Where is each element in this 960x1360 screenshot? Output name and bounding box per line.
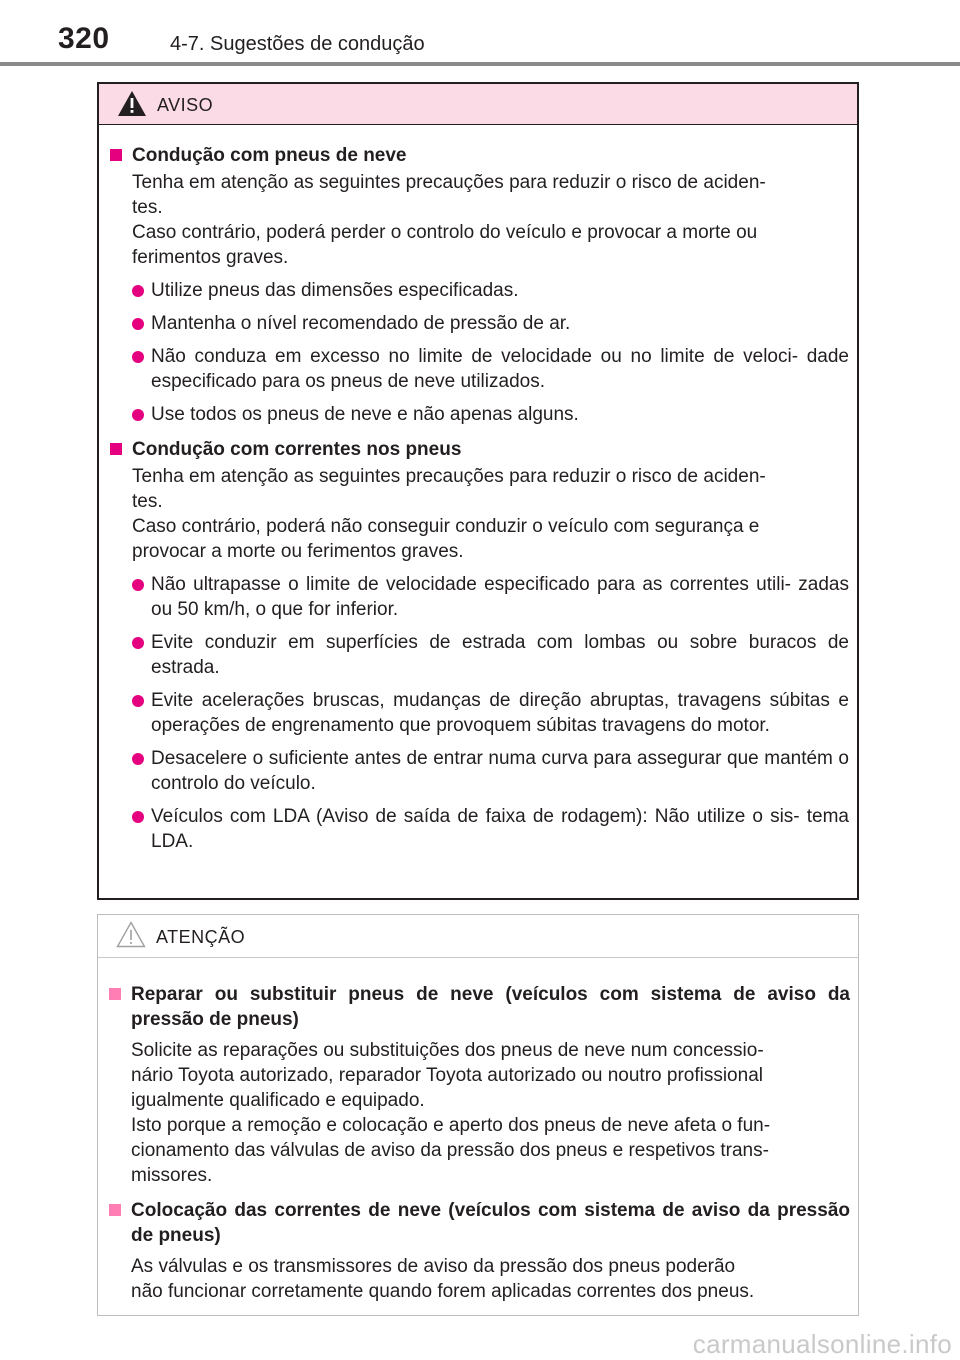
section-title: 4-7. Sugestões de condução xyxy=(170,33,425,55)
warning-triangle-icon xyxy=(117,90,147,117)
bullet-item xyxy=(106,402,849,427)
atencao-header xyxy=(98,915,858,958)
body-paragraph xyxy=(105,1038,850,1188)
intro-line: tes. xyxy=(132,197,163,218)
section-heading xyxy=(105,982,850,1032)
square-bullet-icon xyxy=(110,443,122,455)
body-line: Isto porque a remoção e colocação e aperto dos pneus de neve afeta o fun- xyxy=(131,1115,771,1136)
round-bullet-icon xyxy=(132,637,144,649)
bullet-text: Use todos os pneus de neve e não apenas alguns. xyxy=(151,404,579,425)
square-bullet-icon xyxy=(110,149,122,161)
body-line: Solicite as reparações ou substituições dos pneus de neve num concessio- xyxy=(131,1040,764,1061)
header-rule xyxy=(0,62,960,66)
section-heading-text: Condução com correntes nos pneus xyxy=(132,439,462,460)
bullet-text: Desacelere o suficiente antes de entrar numa curva para assegurar que mantém o controlo do veículo. xyxy=(151,748,849,794)
body-line: cionamento das válvulas de aviso da pressão dos pneus e respetivos trans- xyxy=(131,1140,769,1161)
round-bullet-icon xyxy=(132,351,144,363)
intro-line: Tenha em atenção as seguintes precauções para reduzir o risco de aciden- xyxy=(132,466,766,487)
round-bullet-icon xyxy=(132,695,144,707)
bullet-item xyxy=(106,688,849,738)
intro-line: provocar a morte ou ferimentos graves. xyxy=(132,541,464,562)
bullet-item xyxy=(106,630,849,680)
bullet-item xyxy=(106,572,849,622)
section-heading-text: Condução com pneus de neve xyxy=(132,145,407,166)
body-line: igualmente qualificado e equipado. xyxy=(131,1090,425,1111)
section-heading xyxy=(106,143,849,168)
round-bullet-icon xyxy=(132,753,144,765)
caution-triangle-icon xyxy=(116,921,146,948)
section-heading-text: Reparar ou substituir pneus de neve (veículos com sistema de aviso da pressão de pneus) xyxy=(131,984,850,1030)
intro-line: Tenha em atenção as seguintes precauções para reduzir o risco de aciden- xyxy=(132,172,766,193)
bullet-item xyxy=(106,746,849,796)
bullet-text: Utilize pneus das dimensões especificadas. xyxy=(151,280,519,301)
bullet-text: Não conduza em excesso no limite de velocidade ou no limite de veloci- dade especificado para os pneus de neve utilizados. xyxy=(151,346,849,392)
aviso-label: AVISO xyxy=(157,95,214,115)
page-header xyxy=(0,0,960,66)
round-bullet-icon xyxy=(132,285,144,297)
square-bullet-icon xyxy=(109,988,121,1000)
body-line: As válvulas e os transmissores de aviso da pressão dos pneus poderão xyxy=(131,1256,736,1277)
bullet-text: Mantenha o nível recomendado de pressão de ar. xyxy=(151,313,571,334)
round-bullet-icon xyxy=(132,811,144,823)
aviso-header xyxy=(99,84,857,125)
body-paragraph xyxy=(105,1254,850,1304)
aviso-box xyxy=(97,82,859,900)
watermark: carmanualsonline.info xyxy=(692,1329,952,1359)
bullet-text: Evite acelerações bruscas, mudanças de direção abruptas, travagens súbitas e operações de engrenamento que provoquem súbitas travagens do motor. xyxy=(151,690,849,736)
round-bullet-icon xyxy=(132,318,144,330)
page-number: 320 xyxy=(58,22,110,55)
body-line: não funcionar corretamente quando forem aplicadas correntes dos pneus. xyxy=(131,1281,755,1302)
body-line: missores. xyxy=(131,1165,213,1186)
section-heading xyxy=(105,1198,850,1248)
bullet-item xyxy=(106,804,849,854)
intro-line: Caso contrário, poderá perder o controlo do veículo e provocar a morte ou xyxy=(132,222,758,243)
round-bullet-icon xyxy=(132,579,144,591)
intro-line: tes. xyxy=(132,491,163,512)
bullet-item xyxy=(106,311,849,336)
intro-paragraph xyxy=(106,170,849,270)
bullet-text: Evite conduzir em superfícies de estrada com lombas ou sobre buracos de estrada. xyxy=(151,632,849,678)
bullet-item xyxy=(106,278,849,303)
atencao-label: ATENÇÃO xyxy=(156,927,246,947)
intro-line: Caso contrário, poderá não conseguir conduzir o veículo com segurança e xyxy=(132,516,760,537)
bullet-item xyxy=(106,344,849,394)
section-heading-text: Colocação das correntes de neve (veículos com sistema de aviso da pressão de pneus) xyxy=(131,1200,850,1246)
round-bullet-icon xyxy=(132,409,144,421)
square-bullet-icon xyxy=(109,1204,121,1216)
body-line: nário Toyota autorizado, reparador Toyota autorizado ou noutro profissional xyxy=(131,1065,763,1086)
atencao-box xyxy=(97,914,859,1316)
intro-line: ferimentos graves. xyxy=(132,247,289,268)
bullet-text: Veículos com LDA (Aviso de saída de faixa de rodagem): Não utilize o sis- tema LDA. xyxy=(151,806,849,852)
bullet-text: Não ultrapasse o limite de velocidade especificado para as correntes utili- zadas ou 50 km/h, o que for inferior. xyxy=(151,574,849,620)
aviso-body xyxy=(99,125,857,854)
intro-paragraph xyxy=(106,464,849,564)
atencao-body xyxy=(98,958,858,1304)
section-heading xyxy=(106,437,849,462)
